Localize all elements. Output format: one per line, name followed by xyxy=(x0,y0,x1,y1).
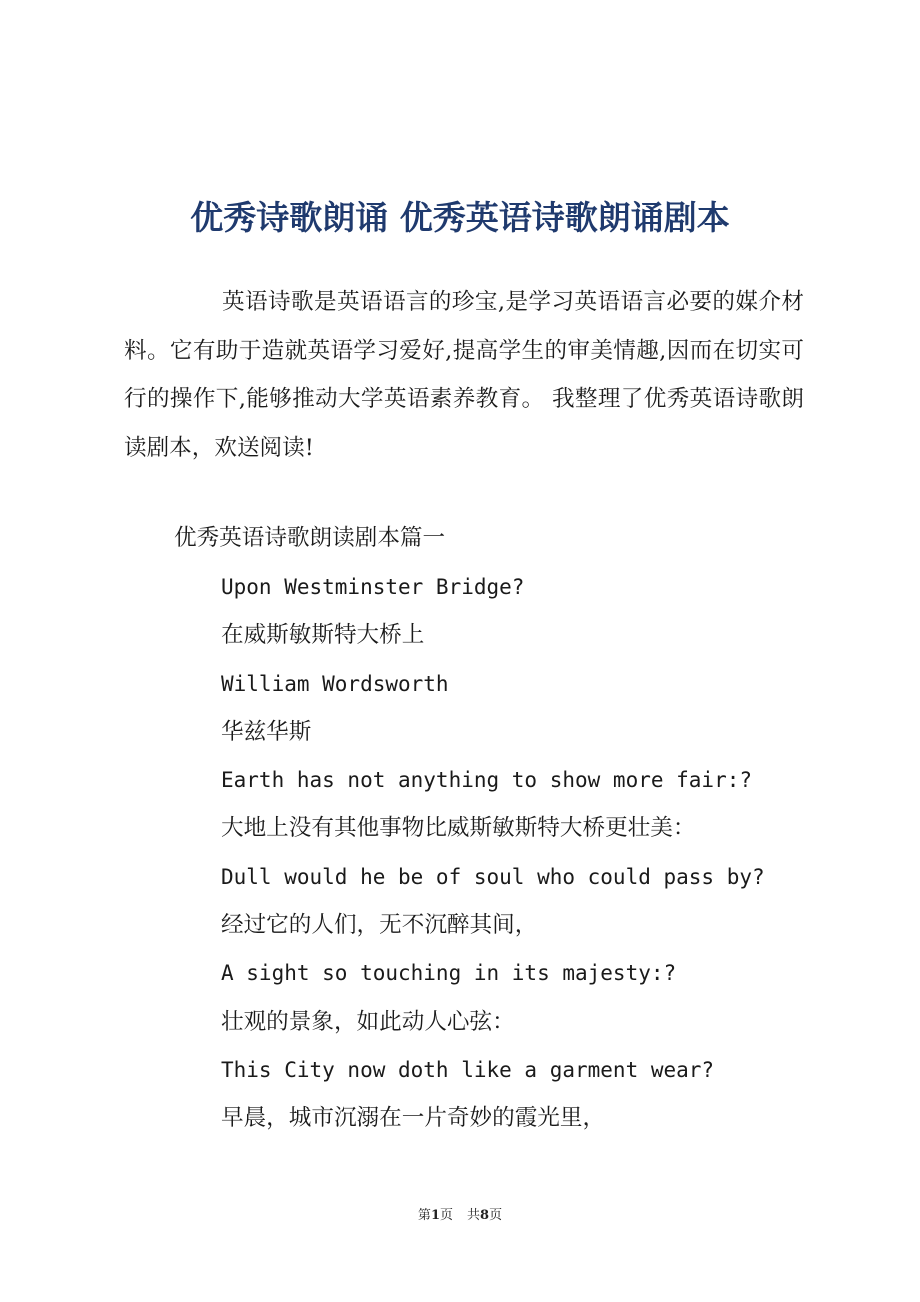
poem-line: A sight so touching in its majesty:? xyxy=(221,961,677,986)
poem-line: Earth has not anything to show more fair:? xyxy=(221,768,753,793)
document-title: 优秀诗歌朗诵 优秀英语诗歌朗诵剧本 xyxy=(190,198,730,237)
page-total: 8 xyxy=(480,1208,490,1223)
poem-line: 大地上没有其他事物比威斯敏斯特大桥更壮美： xyxy=(221,815,696,842)
page-footer xyxy=(0,1204,920,1228)
intro-paragraph: 英语诗歌是英语语言的珍宝,是学习英语语言必要的媒介材料。它有助于造就英语学习爱好,提高学生的审美情趣,因而在切实可行的操作下,能够推动大学英语素养教育。 我整理了优秀英语诗歌朗读剧本，欢送阅读! xyxy=(124,289,804,461)
poem-line: Upon Westminster Bridge? xyxy=(221,575,525,599)
page-current: 1 xyxy=(430,1208,440,1223)
poem-lines xyxy=(221,563,841,1143)
poem-line: 早晨，城市沉溺在一片奇妙的霞光里， xyxy=(221,1105,606,1132)
poem-line: 经过它的人们，无不沉醉其间， xyxy=(221,912,538,939)
poem-line: 壮观的景象，如此动人心弦： xyxy=(221,1008,515,1035)
section-heading: 优秀英语诗歌朗读剧本篇一 xyxy=(174,525,446,551)
poem-line: 华兹华斯 xyxy=(221,718,312,745)
page-prefix: 第 xyxy=(417,1208,431,1223)
total-prefix: 共 xyxy=(467,1208,481,1223)
poem-line: William Wordsworth xyxy=(221,671,449,696)
poem-line: Dull would he be of soul who could pass by? xyxy=(221,864,765,889)
poem-line: This City now doth like a garment wear? xyxy=(221,1057,715,1082)
total-suffix: 页 xyxy=(489,1208,503,1223)
page-suffix: 页 xyxy=(439,1208,453,1223)
poem-line: 在威斯敏斯特大桥上 xyxy=(221,622,425,649)
